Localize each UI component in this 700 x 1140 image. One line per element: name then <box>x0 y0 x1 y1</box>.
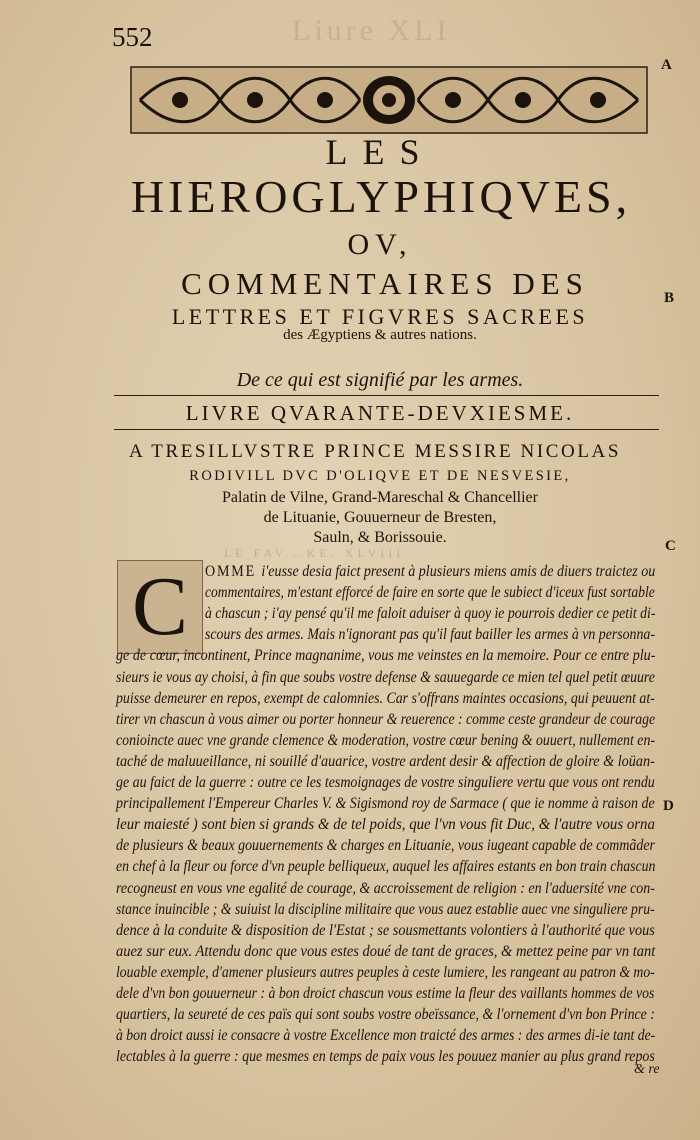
section-subtitle: De ce qui est signifié par les armes. <box>236 369 524 391</box>
title-ou: OV, <box>347 228 413 261</box>
catchword: & re <box>634 1062 660 1077</box>
body-line: à chascun ; i'ay pensé qu'il me faloit aduiser à quoy ie pourrois dedier ce petit di- <box>205 605 656 623</box>
headpiece-ornament-icon <box>130 66 648 134</box>
margin-letter-a: A <box>661 57 672 73</box>
body-line: en chef à la fleur ou force d'vn peuple belliqueux, auquel les affaires estants en bon train chascun <box>116 858 656 876</box>
book-heading: LIVRE QVARANTE-DEVXIESME. <box>185 401 575 425</box>
body-line: ge de cœur, incontinent, Prince magnanime, vous me veinstes en la memoire. Pour ce entre plu- <box>116 647 656 665</box>
dedication-line: de Lituanie, Gouuerneur de Bresten, <box>263 509 497 526</box>
title-egyptiens: des Ægyptiens & autres nations. <box>283 327 477 343</box>
body-line <box>205 562 655 582</box>
title-les: LES <box>325 132 435 172</box>
body-line: ge au faict de la guerre : outre ce les tesmoignages de vostre singuliere vertu que vous ont rendu <box>116 774 655 791</box>
page-number: 552 <box>112 22 153 52</box>
body-line: lectables à la guerre : que mesmes en temps de paix vous les pouuez manier au plus grand repos <box>116 1048 655 1066</box>
body-line: recogneust en vous vne egalité de courage, & accroissement de religion : en l'aduersité vne con- <box>116 879 655 897</box>
body-line: dele d'vn bon gouuerneur : à bon droict chascun vous estime la fleur des vaillants hommes de vos <box>116 985 655 1002</box>
body-line: louable exemple, d'amener plusieurs autres peuples à ceste lumiere, les rangeant au patron & mo- <box>116 963 655 981</box>
body-line: scours des armes. Mais n'ignorant pas qu'il faut bailler les armes à vn personna- <box>205 626 655 644</box>
margin-letter-d: D <box>663 798 674 814</box>
drop-cap-letter: C <box>131 560 189 653</box>
dedication-line: A TRESILLVSTRE PRINCE MESSIRE NICOLAS <box>128 441 622 462</box>
margin-letter-b: B <box>664 290 675 306</box>
title-commentaires: COMMENTAIRES DES <box>181 266 589 301</box>
body-line: leur maiesté ) sont bien si grands & de tel poids, que l'vn vous fit Duc, & l'autre vous orna <box>116 816 655 834</box>
body-line: dence à la conduite & disposition de l'Estat ; se sousmettants volontiers à l'authorité que vous <box>116 921 655 939</box>
body-line: sieurs ie vous ay choisi, à fin que soubs vostre defense & sauuegarde ce mien tel quel petit œuure <box>116 668 655 686</box>
body-line: à bon droict aussi ie consacre à vostre Excellence mon traicté des armes : des armes di-ie tant de- <box>116 1027 656 1045</box>
body-line: de plusieurs & beaux gouuernements & charges en Lituanie, vous iugeant capable de commãder <box>116 837 655 855</box>
body-line: conioincte auec vne grande clemence & moderation, vostre cœur bening & ouuert, nullement en- <box>116 731 655 749</box>
body-line: quartiers, la seureté de ces païs qui sont soubs vostre obeïssance, & l'ornement d'vn bon Prince : <box>116 1006 655 1024</box>
opening-word: OMME <box>205 563 262 580</box>
body-line: tirer vn chascun à vous aimer ou porter honneur & reuerence : comme ceste grandeur de courage <box>116 710 656 728</box>
show-through-text: LE FAV...KE. XLVIII <box>224 546 405 560</box>
title-hieroglyphiques: HIEROGLYPHIQVES, <box>130 171 632 222</box>
body-line: commentaires, m'estant efforcé de faire en sorte que le subiect d'iceux fust sortable <box>205 584 655 602</box>
drop-cap-ornament <box>117 560 203 654</box>
body-line-text: i'eusse desia faict present à plusieurs miens amis de diuers traictez ou <box>261 563 656 580</box>
rule-top <box>114 395 659 396</box>
rule-bottom <box>114 429 659 430</box>
dedication-line: RODIVILL DVC D'OLIQVE ET DE NESVESIE, <box>189 468 571 484</box>
body-line: puisse demeurer en repos, exempt de calomnies. Car s'offrans maintes occasions, qui peuuent at- <box>116 689 655 707</box>
body-line: stance inuincible ; & suiuist la discipline militaire que vous auez establie auec vne singuliere pru- <box>116 900 655 918</box>
body-line: principallement l'Empereur Charles V. & Sigismond roy de Sarmace ( que ie nomme à raison de <box>116 795 655 813</box>
body-line: auez sur eux. Attendu donc que vous estes doué de tant de graces, & mettez peine par vn tant <box>116 942 656 960</box>
body-line: taché de maluueillance, ni souillé d'auarice, vostre ardent desir & affection de gloire & loüan- <box>116 752 655 770</box>
title-lettres: LETTRES ET FIGVRES SACREES <box>171 304 589 329</box>
dedication-line: Palatin de Vilne, Grand-Mareschal & Chancellier <box>222 489 538 506</box>
dedication-line: Sauln, & Borissouie. <box>313 529 447 546</box>
margin-letter-c: C <box>665 538 676 554</box>
show-through-heading: Liure XLI <box>292 14 451 47</box>
